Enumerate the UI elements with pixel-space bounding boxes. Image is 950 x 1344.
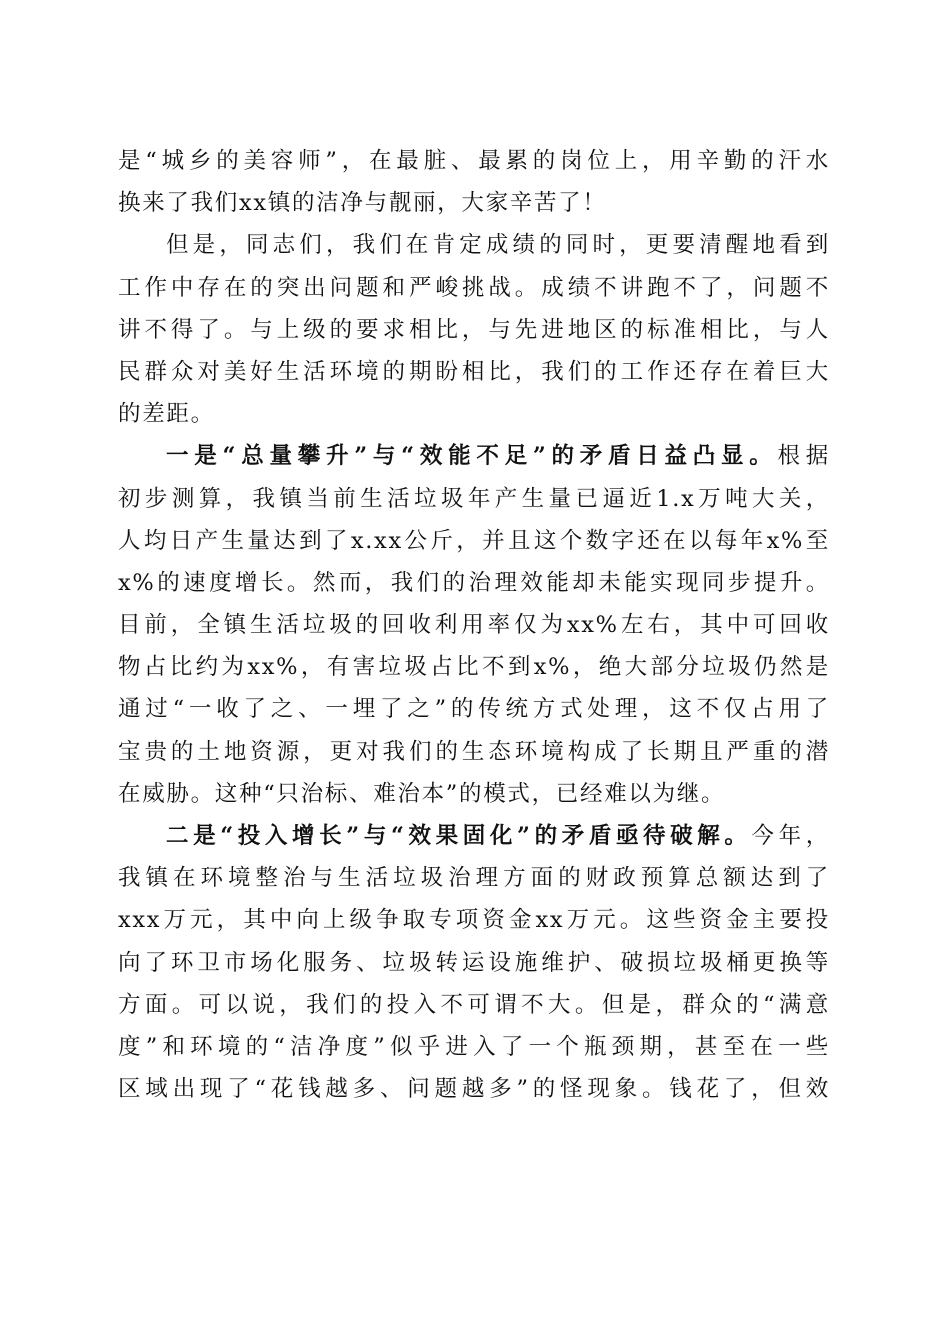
paragraph-4 [118,815,830,1110]
text-line: 工作中存在的突出问题和严峻挑战。成绩不讲跑不了，问题不 [118,274,830,301]
text-line: 换来了我们xx镇的洁净与靓丽，大家辛苦了！ [118,190,607,217]
paragraph-2 [118,224,830,435]
text-line: 向了环卫市场化服务、垃圾转运设施维护、破损垃圾桶更换等 [118,949,830,976]
text-line: 方面。可以说，我们的投入不可谓不大。但是，群众的“满意 [118,991,830,1018]
text-line: 物占比约为xx%，有害垃圾占比不到x%，绝大部分垃圾仍然是 [118,654,830,681]
text-line [118,435,830,477]
text-line: xxx万元，其中向上级争取专项资金xx万元。这些资金主要投 [118,907,830,934]
paragraph-1 [118,140,830,224]
text-line: 但是，同志们，我们在肯定成绩的同时，更要清醒地看到 [166,232,830,259]
paragraph-3 [118,435,830,815]
text-line: 是“城乡的美容师”，在最脏、最累的岗位上，用辛勤的汗水 [118,148,830,174]
text-line: 初步测算，我镇当前生活垃圾年产生量已逼近1.x万吨大关， [118,485,830,512]
text-line: 区域出现了“花钱越多、问题越多”的怪现象。钱花了，但效 [118,1076,830,1103]
text-line: 目前，全镇生活垃圾的回收利用率仅为xx%左右，其中可回收 [118,612,830,639]
text-line: 通过“一收了之、一埋了之”的传统方式处理，这不仅占用了 [118,696,830,723]
text-fragment: 根据 [777,443,830,470]
text-line [118,815,830,857]
text-fragment: 今年， [751,823,830,849]
document-body [118,140,830,1110]
text-line: 人均日产生量达到了x.xx公斤，并且这个数字还在以每年x%至 [118,527,830,554]
text-line: 讲不得了。与上级的要求相比，与先进地区的标准相比，与人 [118,316,830,343]
section-heading: 二是“投入增长”与“效果固化”的矛盾亟待破解。 [166,823,752,849]
text-line: 的差距。 [118,401,215,428]
section-heading: 一是“总量攀升”与“效能不足”的矛盾日益凸显。 [166,443,778,470]
text-line: 民群众对美好生活环境的期盼相比，我们的工作还存在着巨大 [118,358,830,385]
text-line: x%的速度增长。然而，我们的治理效能却未能实现同步提升。 [118,569,830,596]
text-line: 宝贵的土地资源，更对我们的生态环境构成了长期且严重的潜 [118,738,830,765]
text-line: 我镇在环境整治与生活垃圾治理方面的财政预算总额达到了 [118,865,830,892]
text-line: 度”和环境的“洁净度”似乎进入了一个瓶颈期，甚至在一些 [118,1033,830,1060]
text-line: 在威胁。这种“只治标、难治本”的模式，已经难以为继。 [118,780,726,807]
